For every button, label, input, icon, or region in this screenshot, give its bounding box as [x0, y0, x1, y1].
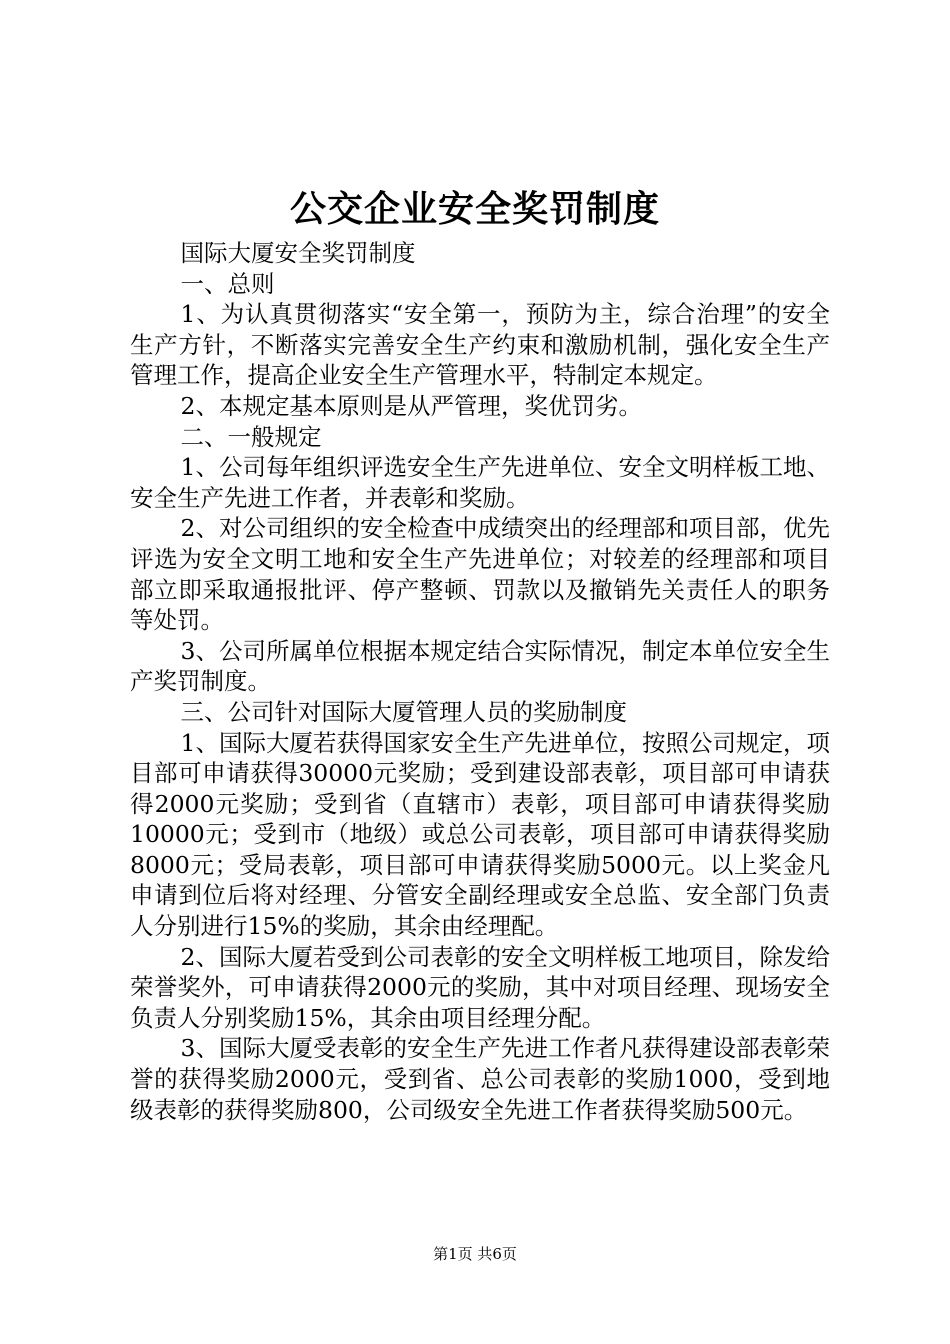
subtitle-paragraph: 国际大厦安全奖罚制度 [180, 239, 416, 267]
paragraph-rewards-3: 3、国际大厦受表彰的安全生产先进工作者凡获得建设部表彰荣誉的获得奖励2000元，受到省、总公司表彰的奖励1000，受到地级表彰的获得奖励800，公司级安全先进工作者获得奖励500元。 [130, 1034, 830, 1124]
document-body [130, 238, 830, 1125]
paragraph-general-2: 2、本规定基本原则是从严管理，奖优罚劣。 [180, 391, 642, 420]
paragraph-rules-3: 3、公司所属单位根据本规定结合实际情况，制定本单位安全生产奖罚制度。 [130, 636, 830, 696]
paragraph-rules-2: 2、对公司组织的安全检查中成绩突出的经理部和项目部，优先评选为安全文明工地和安全生产先进单位；对较差的经理部和项目部立即采取通报批评、停产整顿、罚款以及撤销先关责任人的职务等处罚。 [130, 514, 830, 635]
paragraph-rewards-2: 2、国际大厦若受到公司表彰的安全文明样板工地项目，除发给荣誉奖外，可申请获得2000元的奖励，其中对项目经理、现场安全负责人分别奖励15%，其余由项目经理分配。 [130, 942, 830, 1032]
paragraph-general-1: 1、为认真贯彻落实“安全第一，预防为主，综合治理”的安全生产方针，不断落实完善安全生产约束和激励机制，强化安全生产管理工作，提高企业安全生产管理水平，特制定本规定。 [130, 300, 830, 390]
paragraph-rewards-1: 1、国际大厦若获得国家安全生产先进单位，按照公司规定，项目部可申请获得30000元奖励；受到建设部表彰，项目部可申请获得2000元奖励；受到省（直辖市）表彰，项目部可申请获得奖励10000元；受到市（地级）或总公司表彰，项目部可申请获得奖励8000元；受局表彰，项目部可申请获得奖励5000元。以上奖金凡申请到位后将对经理、分管安全副经理或安全总监、安全部门负责人分别进行15%的奖励，其余由经理配。 [130, 728, 830, 941]
page-footer: 第1页 共6页 [433, 1245, 517, 1263]
section-heading-general: 一、总则 [180, 269, 275, 298]
document-title: 公交企业安全奖罚制度 [289, 188, 660, 230]
paragraph-rules-1: 1、公司每年组织评选安全生产先进单位、安全文明样板工地、安全生产先进工作者，并表彰和奖励。 [130, 453, 830, 512]
section-heading-rewards: 三、公司针对国际大厦管理人员的奖励制度 [180, 697, 628, 726]
section-heading-rules: 二、一般规定 [180, 422, 322, 451]
